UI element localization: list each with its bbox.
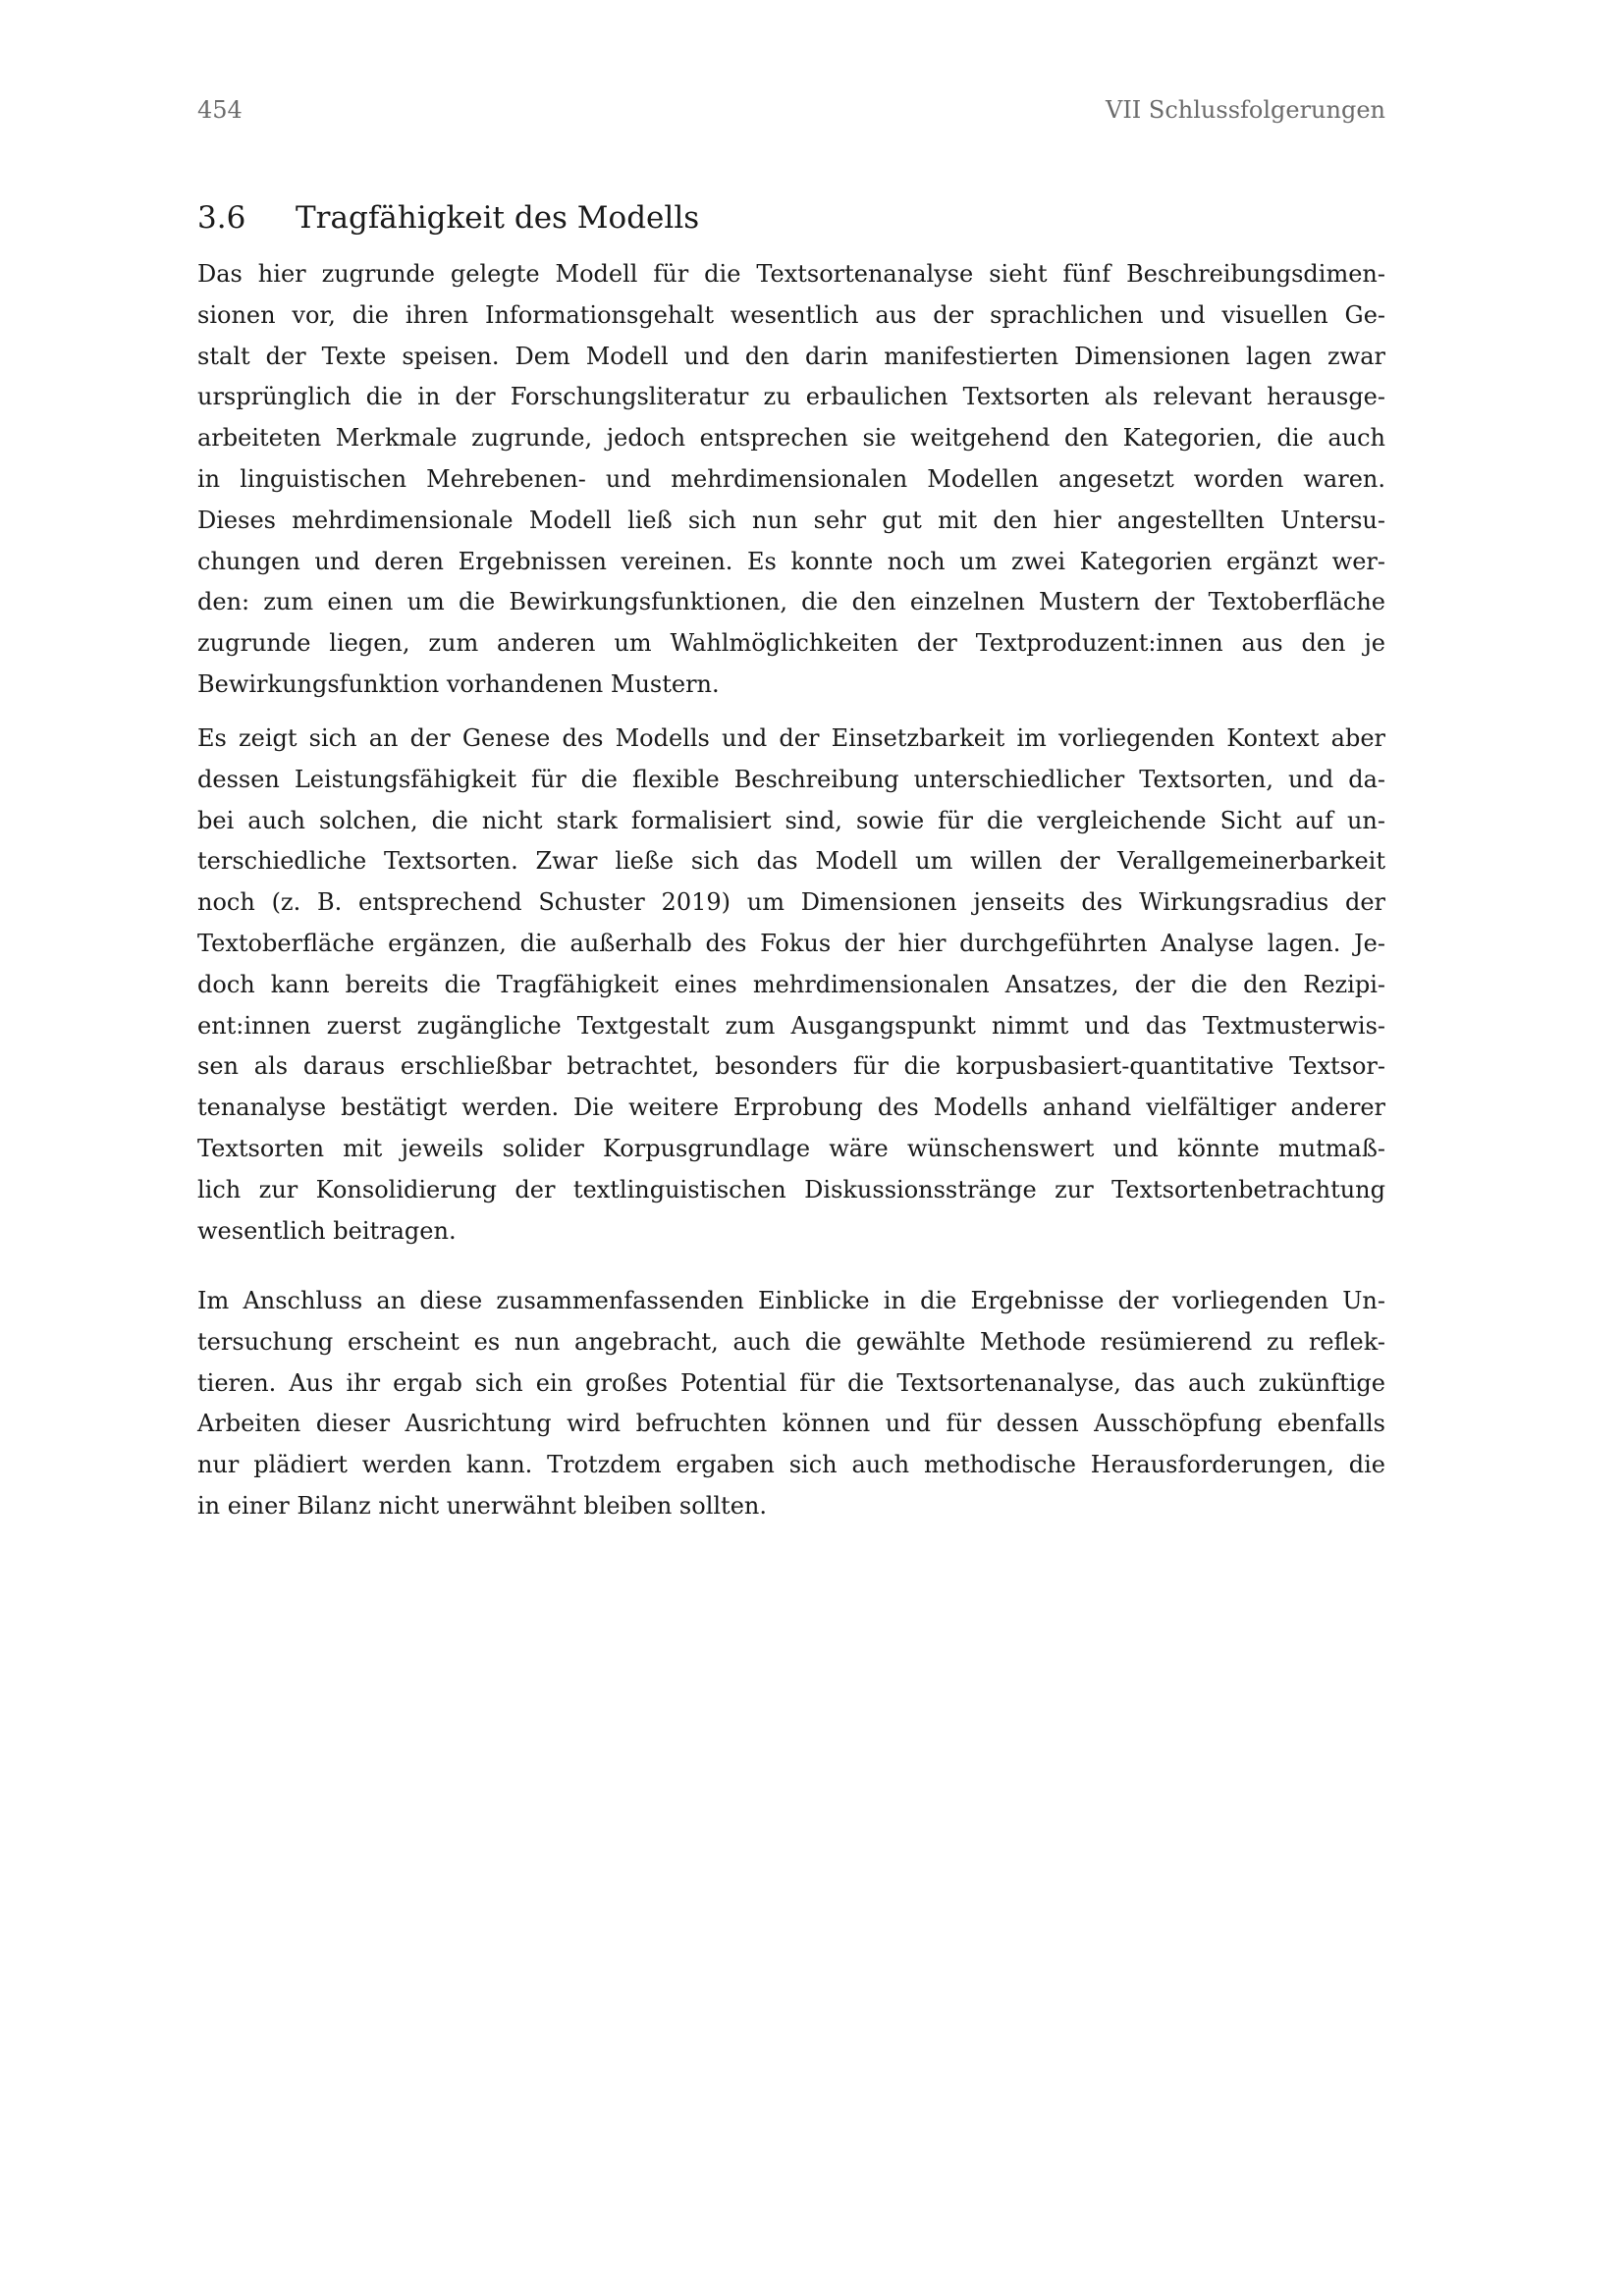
text-line: Es zeigt sich an der Genese des Modells und der Einsetzbarkeit im vorliegenden Kontext aber — [197, 724, 1385, 752]
paragraph-1 — [197, 254, 1385, 706]
text-line: stalt der Texte speisen. Dem Modell und den darin manifestierten Dimensionen lagen zwar — [197, 342, 1385, 370]
text-line: sen als daraus erschließbar betrachtet, besonders für die korpusbasiert-quantitative Textsor- — [197, 1052, 1385, 1081]
text-line: terschiedliche Textsorten. Zwar ließe sich das Modell um willen der Verallgemeinerbarkeit — [197, 847, 1385, 876]
text-line: Im Anschluss an diese zusammenfassenden Einblicke in die Ergebnisse der vorliegenden Un- — [197, 1287, 1385, 1314]
text-line: zugrunde liegen, zum anderen um Wahlmöglichkeiten der Textproduzent:innen aus den je — [197, 629, 1385, 658]
text-line: tersuchung erscheint es nun angebracht, auch die gewählte Methode resümierend zu reflek- — [197, 1327, 1385, 1356]
text-line: Textoberfläche ergänzen, die außerhalb des Fokus der hier durchgeführten Analyse lagen. Je- — [197, 929, 1385, 957]
text-line: tieren. Aus ihr ergab sich ein großes Potential für die Textsortenanalyse, das auch zukünftige — [197, 1368, 1385, 1397]
text-line: den: zum einen um die Bewirkungsfunktionen, die den einzelnen Mustern der Textoberfläche — [197, 588, 1385, 616]
paragraph-3 — [197, 1281, 1385, 1527]
paragraph-2 — [197, 719, 1385, 1252]
text-line: Dieses mehrdimensionale Modell ließ sich nun sehr gut mit den hier angestellten Untersu- — [197, 506, 1385, 534]
text-line: chungen und deren Ergebnissen vereinen. Es konnte noch um zwei Kategorien ergänzt wer- — [197, 547, 1385, 575]
text-line: tenanalyse bestätigt werden. Die weitere Erprobung des Modells anhand vielfältiger anderer — [197, 1094, 1385, 1122]
text-line: doch kann bereits die Tragfähigkeit eines mehrdimensionalen Ansatzes, der die den Rezipi- — [197, 970, 1385, 998]
text-line: Arbeiten dieser Ausrichtung wird befruchten können und für dessen Ausschöpfung ebenfalls — [197, 1410, 1385, 1438]
text-line: Bewirkungsfunktion vorhandenen Mustern. — [197, 669, 720, 698]
text-line: nur plädiert werden kann. Trotzdem ergaben sich auch methodische Herausforderungen, die — [197, 1451, 1385, 1479]
text-line: in einer Bilanz nicht unerwähnt bleiben sollten. — [197, 1491, 767, 1520]
text-line: Das hier zugrunde gelegte Modell für die Textsortenanalyse sieht fünf Beschreibungsdimen- — [197, 260, 1385, 288]
page-number: 454 — [197, 96, 243, 124]
running-header — [197, 96, 1385, 135]
text-line: ursprünglich die in der Forschungsliteratur zu erbaulichen Textsorten als relevant herausge- — [197, 383, 1385, 411]
chapter-title: VII Schlussfolgerungen — [1105, 96, 1385, 124]
section-heading — [197, 196, 1385, 240]
section-title: Tragfähigkeit des Modells — [296, 200, 700, 236]
text-line: in linguistischen Mehrebenen- und mehrdimensionalen Modellen angesetzt worden waren. — [197, 464, 1385, 493]
text-line: noch (z. B. entsprechend Schuster 2019) um Dimensionen jenseits des Wirkungsradius der — [197, 888, 1385, 917]
text-line: sionen vor, die ihren Informationsgehalt wesentlich aus der sprachlichen und visuellen Ge- — [197, 300, 1385, 329]
text-line: ent:innen zuerst zugängliche Textgestalt zum Ausgangspunkt nimmt und das Textmusterwis- — [197, 1011, 1385, 1040]
text-line: dessen Leistungsfähigkeit für die flexible Beschreibung unterschiedlicher Textsorten, und da- — [197, 765, 1385, 793]
section-number: 3.6 — [197, 200, 246, 236]
text-line: Textsorten mit jeweils solider Korpusgrundlage wäre wünschenswert und könnte mutmaß- — [197, 1134, 1385, 1162]
text-line: wesentlich beitragen. — [197, 1216, 457, 1245]
text-line: lich zur Konsolidierung der textlinguistischen Diskussionsstränge zur Textsortenbetrachtung — [197, 1175, 1385, 1203]
text-line: arbeiteten Merkmale zugrunde, jedoch entsprechen sie weitgehend den Kategorien, die auch — [197, 424, 1385, 453]
text-line: bei auch solchen, die nicht stark formalisiert sind, sowie für die vergleichende Sicht auf un- — [197, 806, 1385, 834]
